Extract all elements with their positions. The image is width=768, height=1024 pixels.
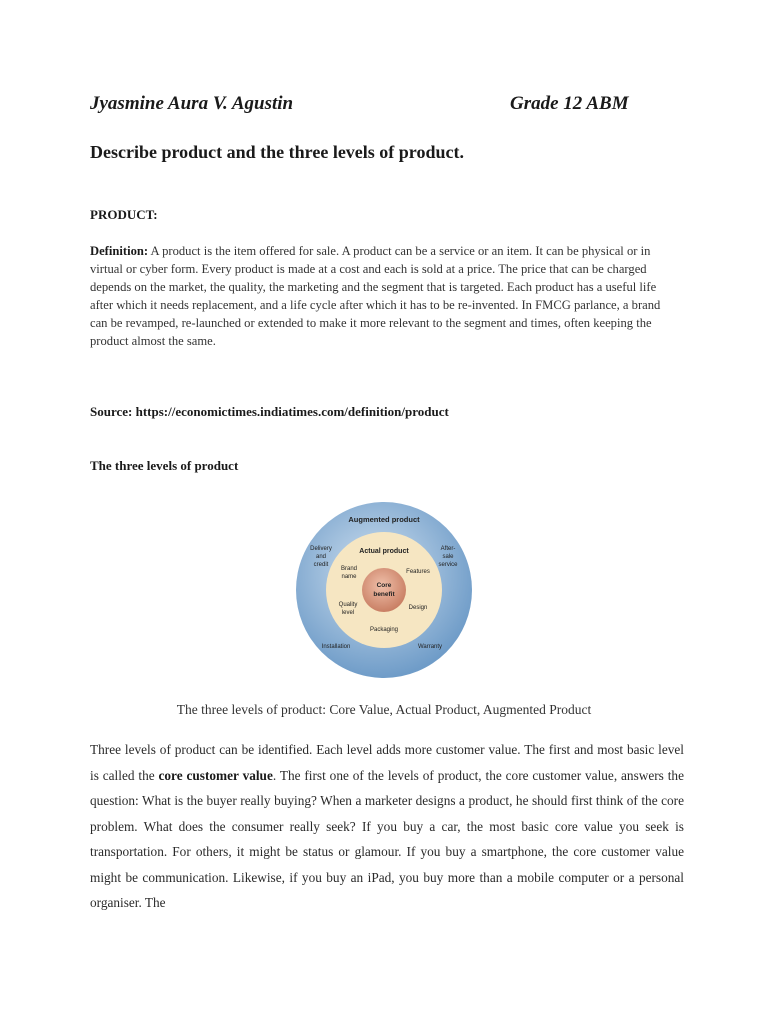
product-definition [90,242,670,350]
diagram-caption: The three levels of product: Core Value, Actual Product, Augmented Product [176,702,592,717]
core-label-line1: Core [376,582,392,589]
aftersale-line2: sale [442,554,454,560]
augmented-title: Augmented product [348,515,420,524]
installation-label: Installation [321,644,351,650]
brand-line2: name [341,574,357,580]
definition-label: Definition: [90,244,149,258]
packaging-label: Packaging [369,627,399,633]
page-title: Describe product and the three levels of product. [90,142,464,162]
author-name: Jyasmine Aura V. Agustin [90,93,294,114]
paragraph-part2: . The first one of the levels of product, the core customer value, answers the question: What is the buyer really buying? When a marketer designs a product, he should first think of the core problem. What does the consumer really seek? If you buy a car, the most basic core value you seek is transportation. For others, it might be status or glamour. If you buy a smartphone, the core customer value might be communication. Likewise, if you buy an iPad, you buy more than a mobile computer or a personal organiser. The [90,767,684,910]
brand-line1: Brand [340,566,358,572]
quality-line2: level [341,610,355,616]
grade-level: Grade 12 ABM [510,93,629,114]
aftersale-line3: service [438,562,458,568]
features-label: Features [406,569,430,575]
quality-line1: Quality [338,602,358,608]
product-heading: PRODUCT: [90,207,158,222]
design-label: Design [408,605,428,611]
levels-heading: The three levels of product [90,458,239,473]
core-customer-value-term: core customer value [158,767,273,783]
three-levels-diagram [294,498,474,683]
delivery-line2: and [315,554,327,560]
core-label-line2: benefit [373,591,395,598]
delivery-line1: Delivery [310,546,332,552]
definition-text: A product is the item offered for sale. A product can be a service or an item. It can be physical or in virtual or cyber form. Every product is made at a cost and each is sold at a price. The price that can be charged depends on the market, the quality, the marketing and the segment that is targeted. Each product has a useful life after which it needs replacement, and a life cycle after which it has to be re-invented. In FMCG parlance, a brand can be revamped, re-launched or extended to make it more relevant to the segment and times, often keeping the product almost the same. [90,244,661,348]
three-levels-svg [294,498,474,683]
levels-paragraph [90,737,684,916]
source-citation: Source: https://economictimes.indiatimes.com/definition/product [90,404,449,419]
paragraph-part1: Three levels of product can be identified. Each level adds more customer value. The first and most basic level is called the [90,742,684,783]
core-circle [362,568,406,612]
actual-title: Actual product [359,548,409,555]
delivery-line3: credit [313,562,329,568]
aftersale-line1: After- [440,546,456,552]
warranty-label: Warranty [417,644,443,650]
